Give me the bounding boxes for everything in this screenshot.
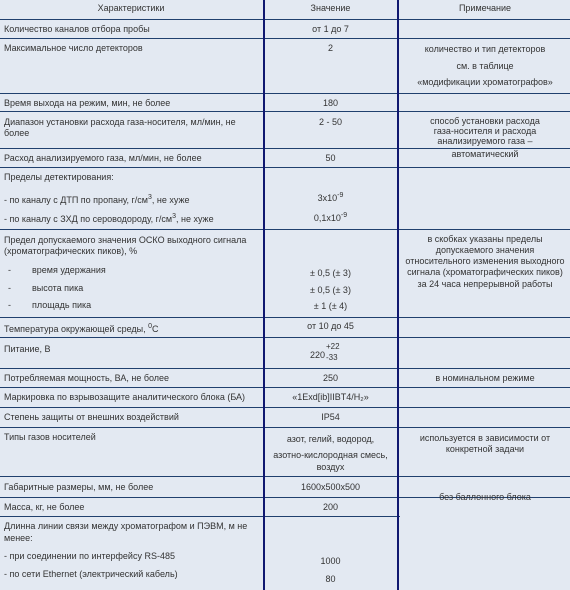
header-value: Значение [310, 3, 351, 13]
row-divider [0, 516, 400, 517]
row-divider [0, 167, 570, 168]
row-divider [0, 111, 570, 112]
mass-label: Масса, кг, не более [4, 502, 85, 512]
rsd-bullet: - [8, 300, 11, 310]
protection-label: Степень защиты от внешних воздействий [4, 412, 179, 422]
carrier-value: 2 - 50 [318, 117, 342, 127]
consumption-value: 250 [322, 373, 339, 383]
row-divider [0, 229, 570, 230]
dimensions-value: 1600х500х500 [300, 482, 361, 492]
carrier-label-line2: более [4, 128, 30, 138]
row-divider [0, 38, 570, 39]
limits-title: Пределы детектирования: [4, 172, 114, 182]
limits-tcd-label: - по каналу с ДТП по пропану, $г/см^3$, не хуже [4, 194, 190, 205]
consumption-label: Потребляемая мощность, ВА, не более [4, 373, 170, 383]
row-divider [0, 337, 570, 338]
channels-value: от 1 до 7 [312, 24, 349, 34]
column-divider [263, 0, 265, 590]
line-item-ethernet: - по сети Ethernet (электрический кабель) [4, 569, 178, 579]
detectors-note-line1: количество и тип детекторов [424, 44, 546, 54]
carrier-note-line1: способ установки расхода [430, 116, 540, 126]
warmup-label: Время выхода на режим, мин, не более [4, 98, 171, 108]
consumption-note: в номинальном режиме [435, 373, 535, 383]
sample-flow-label: Расход анализируемого газа, мл/мин, не более [4, 153, 202, 163]
dimensions-note: без баллонного блока [439, 492, 531, 502]
power-value: 220 +22 -33 [310, 342, 340, 362]
row-divider [0, 476, 570, 477]
rsd-note-line3: относительного изменения выходного [405, 256, 565, 266]
detectors-value: 2 [327, 43, 333, 53]
detectors-note-line2: см. в таблице [456, 61, 514, 71]
line-item-rs485: - при соединении по интерфейсу RS-485 [4, 551, 175, 561]
rsd-note-line1: в скобках указаны пределы [427, 234, 543, 244]
line-value-ethernet: 80 [325, 574, 336, 584]
line-label-line1: Длинна линии связи между хроматографом и ПЭВМ, м не [4, 521, 248, 531]
detectors-label: Максимальное число детекторов [4, 43, 143, 53]
sample-flow-value: 50 [325, 153, 336, 163]
rsd-note-line4: сигнала (хроматографических пиков) [407, 267, 563, 277]
rsd-bullet: - [8, 283, 11, 293]
mass-value: 200 [322, 502, 339, 512]
carrier-note-line4: автоматический [400, 149, 570, 159]
gases-label: Типы газов носителей [4, 432, 96, 442]
gases-value-line2: азотно-кислородная смесь, [273, 450, 388, 460]
row-divider [0, 427, 570, 428]
carrier-note-line3: анализируемого газа – [437, 136, 533, 146]
rsd-note-line5: за 24 часа непрерывной работы [417, 279, 553, 289]
rsd-item-height: высота пика [32, 283, 84, 293]
header-characteristics: Характеристики [97, 3, 165, 13]
rsd-bullet: - [8, 265, 11, 275]
rsd-label-line1: Предел допускаемого значения ОСКО выходного сигнала [4, 235, 247, 245]
rsd-item-area: площадь пика [32, 300, 92, 310]
line-value-rs485: 1000 [320, 556, 341, 566]
dimensions-label: Габаритные размеры, мм, не более [4, 482, 154, 492]
gases-value-line1: азот, гелий, водород, [286, 434, 375, 444]
table-header [0, 0, 570, 19]
limits-tcd-value: $3х10^{-9}$ [317, 192, 344, 203]
column-divider [397, 0, 399, 590]
protection-value: IP54 [321, 412, 340, 422]
rsd-value-retention: ± 0,5 (± 3) [310, 268, 351, 278]
detectors-note-line3: «модификации хроматографов» [417, 77, 553, 87]
rsd-value-height: ± 0,5 (± 3) [310, 285, 351, 295]
row-divider [0, 19, 570, 20]
carrier-note-line2: газа-носителя и расхода [433, 126, 537, 136]
warmup-value: 180 [322, 98, 339, 108]
temperature-value: от 10 до 45 [307, 321, 354, 331]
limits-fpd-value: $0,1х10^{-9}$ [313, 212, 348, 223]
marking-label: Маркировка по взрывозащите аналитического блока (БА) [4, 392, 246, 402]
row-divider [0, 407, 570, 408]
header-note: Примечание [458, 3, 512, 13]
rsd-value-area: ± 1 (± 4) [313, 301, 348, 311]
rsd-item-retention: время удержания [32, 265, 106, 275]
rsd-label-line2: (хроматографических пиков), % [4, 246, 138, 256]
temperature-label: Температура окружающей среды, $^0$С [4, 323, 159, 334]
rsd-note-line2: допускаемого значения [435, 245, 535, 255]
row-divider [0, 368, 570, 369]
channels-label: Количество каналов отбора пробы [4, 24, 150, 34]
power-label: Питание, В [4, 344, 51, 354]
carrier-label-line1: Диапазон установки расхода газа-носителя, мл/мин, не [4, 117, 236, 127]
row-divider [0, 317, 570, 318]
line-label-line2: менее: [4, 533, 33, 543]
marking-value: «1Exd[ib]IIBT4/H₂» [292, 392, 369, 402]
gases-value-line3: воздух [316, 462, 345, 472]
row-divider [0, 93, 570, 94]
gases-note-line2: конкретной задачи [445, 444, 525, 454]
gases-note-line1: используется в зависимости от [419, 433, 551, 443]
row-divider [0, 387, 570, 388]
limits-fpd-label: - по каналу с ЗХД по сероводороду, $г/см^3$, не хуже [4, 213, 214, 224]
